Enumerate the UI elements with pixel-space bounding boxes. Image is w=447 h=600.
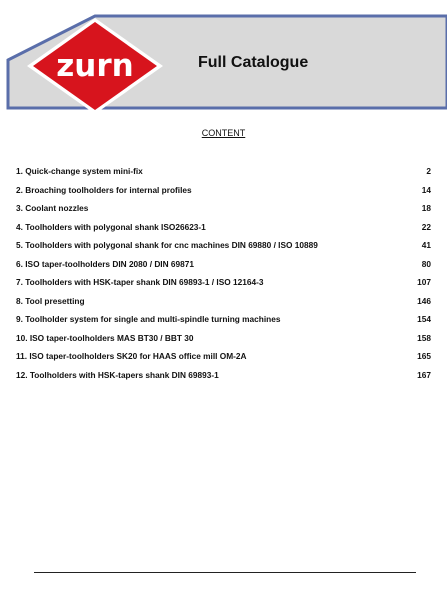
toc-entry-page: 41 (421, 240, 431, 250)
catalogue-header (0, 0, 447, 120)
toc-entry-title: 11. ISO taper-toolholders SK20 for HAAS office mill OM-2A (16, 351, 247, 361)
toc-entry[interactable] (16, 222, 431, 241)
toc-entry[interactable] (16, 277, 431, 296)
toc-entry-page: 18 (421, 203, 431, 213)
toc-entry[interactable] (16, 296, 431, 315)
toc-entry-page: 167 (417, 369, 431, 380)
table-of-contents (16, 166, 431, 388)
toc-entry[interactable] (16, 185, 431, 204)
toc-entry-title: 12. Toolholders with HSK-tapers shank DIN 69893-1 (16, 369, 219, 380)
logo-text: zurn (56, 48, 134, 84)
toc-entry-page: 158 (417, 332, 431, 343)
toc-entry-title: 5. Toolholders with polygonal shank for cnc machines DIN 69880 / ISO 10889 (16, 240, 318, 250)
toc-entry-title: 9. Toolholder system for single and multi-spindle turning machines (16, 314, 281, 324)
toc-entry-title: 8. Tool presetting (16, 295, 85, 306)
toc-entry-page: 2 (426, 166, 431, 176)
toc-entry[interactable] (16, 370, 431, 389)
toc-entry-title: 2. Broaching toolholders for internal profiles (16, 184, 192, 195)
toc-entry[interactable] (16, 203, 431, 222)
page-title: Full Catalogue (198, 54, 309, 71)
toc-entry[interactable] (16, 166, 431, 185)
toc-entry[interactable] (16, 259, 431, 278)
toc-entry-page: 146 (417, 295, 431, 306)
toc-entry-page: 22 (421, 221, 431, 232)
toc-entry[interactable] (16, 240, 431, 259)
toc-entry-title: 4. Toolholders with polygonal shank ISO26623-1 (16, 221, 206, 232)
toc-entry[interactable] (16, 314, 431, 333)
toc-entry-page: 107 (417, 277, 431, 287)
toc-entry-page: 154 (417, 314, 431, 324)
footer-rule (34, 572, 416, 573)
toc-entry[interactable] (16, 333, 431, 352)
toc-entry-page: 14 (421, 184, 431, 195)
toc-entry-title: 10. ISO taper-toolholders MAS BT30 / BBT 30 (16, 332, 194, 343)
toc-entry-title: 6. ISO taper-toolholders DIN 2080 / DIN 69871 (16, 258, 194, 269)
toc-entry-page: 165 (417, 351, 431, 361)
toc-entry-title: 1. Quick-change system mini-fix (16, 166, 143, 176)
toc-entry[interactable] (16, 351, 431, 370)
toc-entry-page: 80 (421, 258, 431, 269)
toc-entry-title: 7. Toolholders with HSK-taper shank DIN 69893-1 / ISO 12164-3 (16, 277, 264, 287)
content-heading: CONTENT (201, 128, 246, 138)
toc-entry-title: 3. Coolant nozzles (16, 203, 89, 213)
